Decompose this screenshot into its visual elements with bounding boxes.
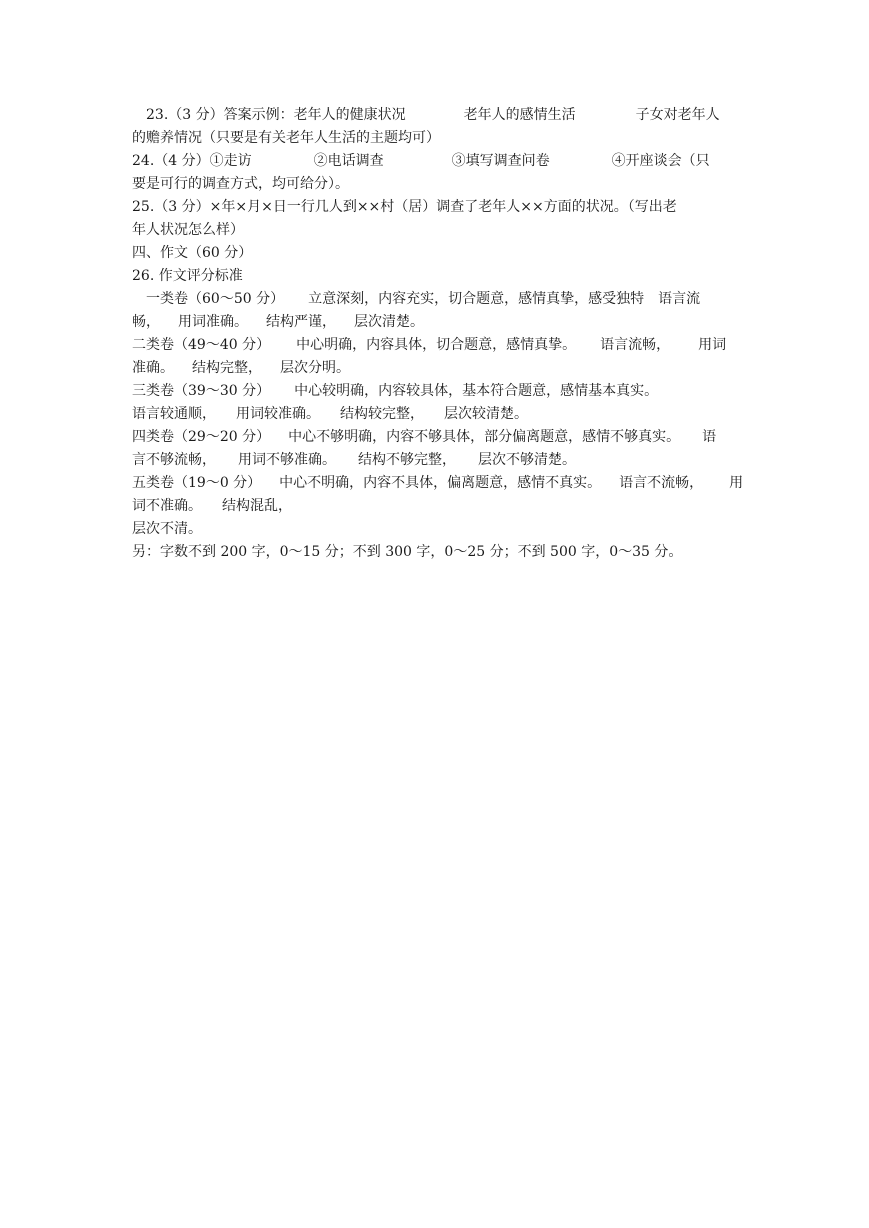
grade3-text: 结构较完整， [340,406,424,422]
grade2-text: 语言流畅， [600,337,671,353]
grade1-text: 结构严谨， [266,314,336,330]
grade1-criteria-cont: 语言流 [658,291,701,307]
grade2-text: 准确。 [132,360,174,376]
grade1-label: 一类卷（60～50 分） [146,291,285,307]
grade1-text: 畅， [132,314,160,330]
answer-key-document [132,104,744,564]
grade5-line-2 [132,495,738,518]
q23-answer-b: 老年人的感情生活 [463,107,576,123]
grade2-text: 层次分明。 [280,360,350,376]
grade2-line-2 [132,357,738,380]
q24-line-2: 要是可行的调查方式，均可给分）。 [132,176,349,192]
grade3-label: 三类卷（39～30 分） [132,383,271,399]
grade1-text: 用词准确。 [178,314,248,330]
grade1-criteria: 立意深刻，内容充实，切合题意，感情真挚，感受独特 [308,291,645,307]
grade5-text: 结构混乱， [222,498,292,514]
grade4-text: 结构不够完整， [358,452,456,468]
grade4-label: 四类卷（29～20 分） [132,429,271,445]
grade1-text: 层次清楚。 [354,314,424,330]
q24-method-visit: 24.（4 分）①走访 [132,153,252,169]
grade2-line-1 [132,334,738,357]
q24-method-meeting: ④开座谈会（只 [611,153,710,169]
q23-answer-a: 23.（3 分）答案示例：老年人的健康状况 [146,107,406,123]
grade5-text: 用 [729,475,744,491]
grade2-text: 结构完整， [192,360,262,376]
grade5-text: 语言不流畅， [619,475,704,491]
q24-method-questionnaire: ③填写调查问卷 [451,153,550,169]
grade3-criteria: 中心较明确，内容较具体，基本符合题意，感情基本真实。 [294,383,659,399]
q26-title: 26. 作文评分标准 [132,268,243,284]
grade3-text: 层次较清楚。 [444,406,528,422]
q23-answer-c: 子女对老年人 [635,107,720,123]
grade2-text: 用词 [698,337,727,353]
q24-line-1 [132,150,738,173]
grade4-text: 层次不够清楚。 [478,452,576,468]
grade3-line-2 [132,403,738,426]
grade4-text: 言不够流畅， [132,452,216,468]
grade4-line-1 [132,426,738,449]
grade4-text: 语 [702,429,717,445]
grade4-line-2 [132,449,738,472]
q23-line-1 [132,104,738,127]
grade5-label: 五类卷（19～0 分） [132,475,262,491]
grade2-label: 二类卷（49～40 分） [132,337,271,353]
grade1-line-1 [132,288,738,311]
grade5-line-1 [132,472,744,495]
grade3-text: 语言较通顺， [132,406,216,422]
section-heading: 四、作文（60 分） [132,245,253,261]
q25-line-2: 年人状况怎么样） [132,222,244,238]
grade3-line-1 [132,380,738,403]
grade2-criteria: 中心明确，内容具体，切合题意，感情真挚。 [296,337,577,353]
grade1-line-2 [132,311,738,334]
grade5-text: 词不准确。 [132,498,202,514]
grade5-criteria: 中心不明确，内容不具体，偏离题意，感情不真实。 [279,475,602,491]
q25-line-1: 25.（3 分）×年×月×日一行几人到××村（居）调查了老年人××方面的状况。（写出老 [132,199,677,215]
grade4-text: 用词不够准确。 [238,452,336,468]
q24-method-phone: ②电话调查 [313,153,384,169]
word-count-note: 另：字数不到 200 字，0～15 分；不到 300 字，0～25 分；不到 500 字，0～35 分。 [132,544,683,560]
q23-line-2: 的赡养情况（只要是有关老年人生活的主题均可） [132,130,440,146]
grade4-criteria: 中心不够明确，内容不够具体，部分偏离题意，感情不够真实。 [288,429,681,445]
grade3-text: 用词较准确。 [236,406,320,422]
grade5-line-3: 层次不清。 [132,521,202,537]
